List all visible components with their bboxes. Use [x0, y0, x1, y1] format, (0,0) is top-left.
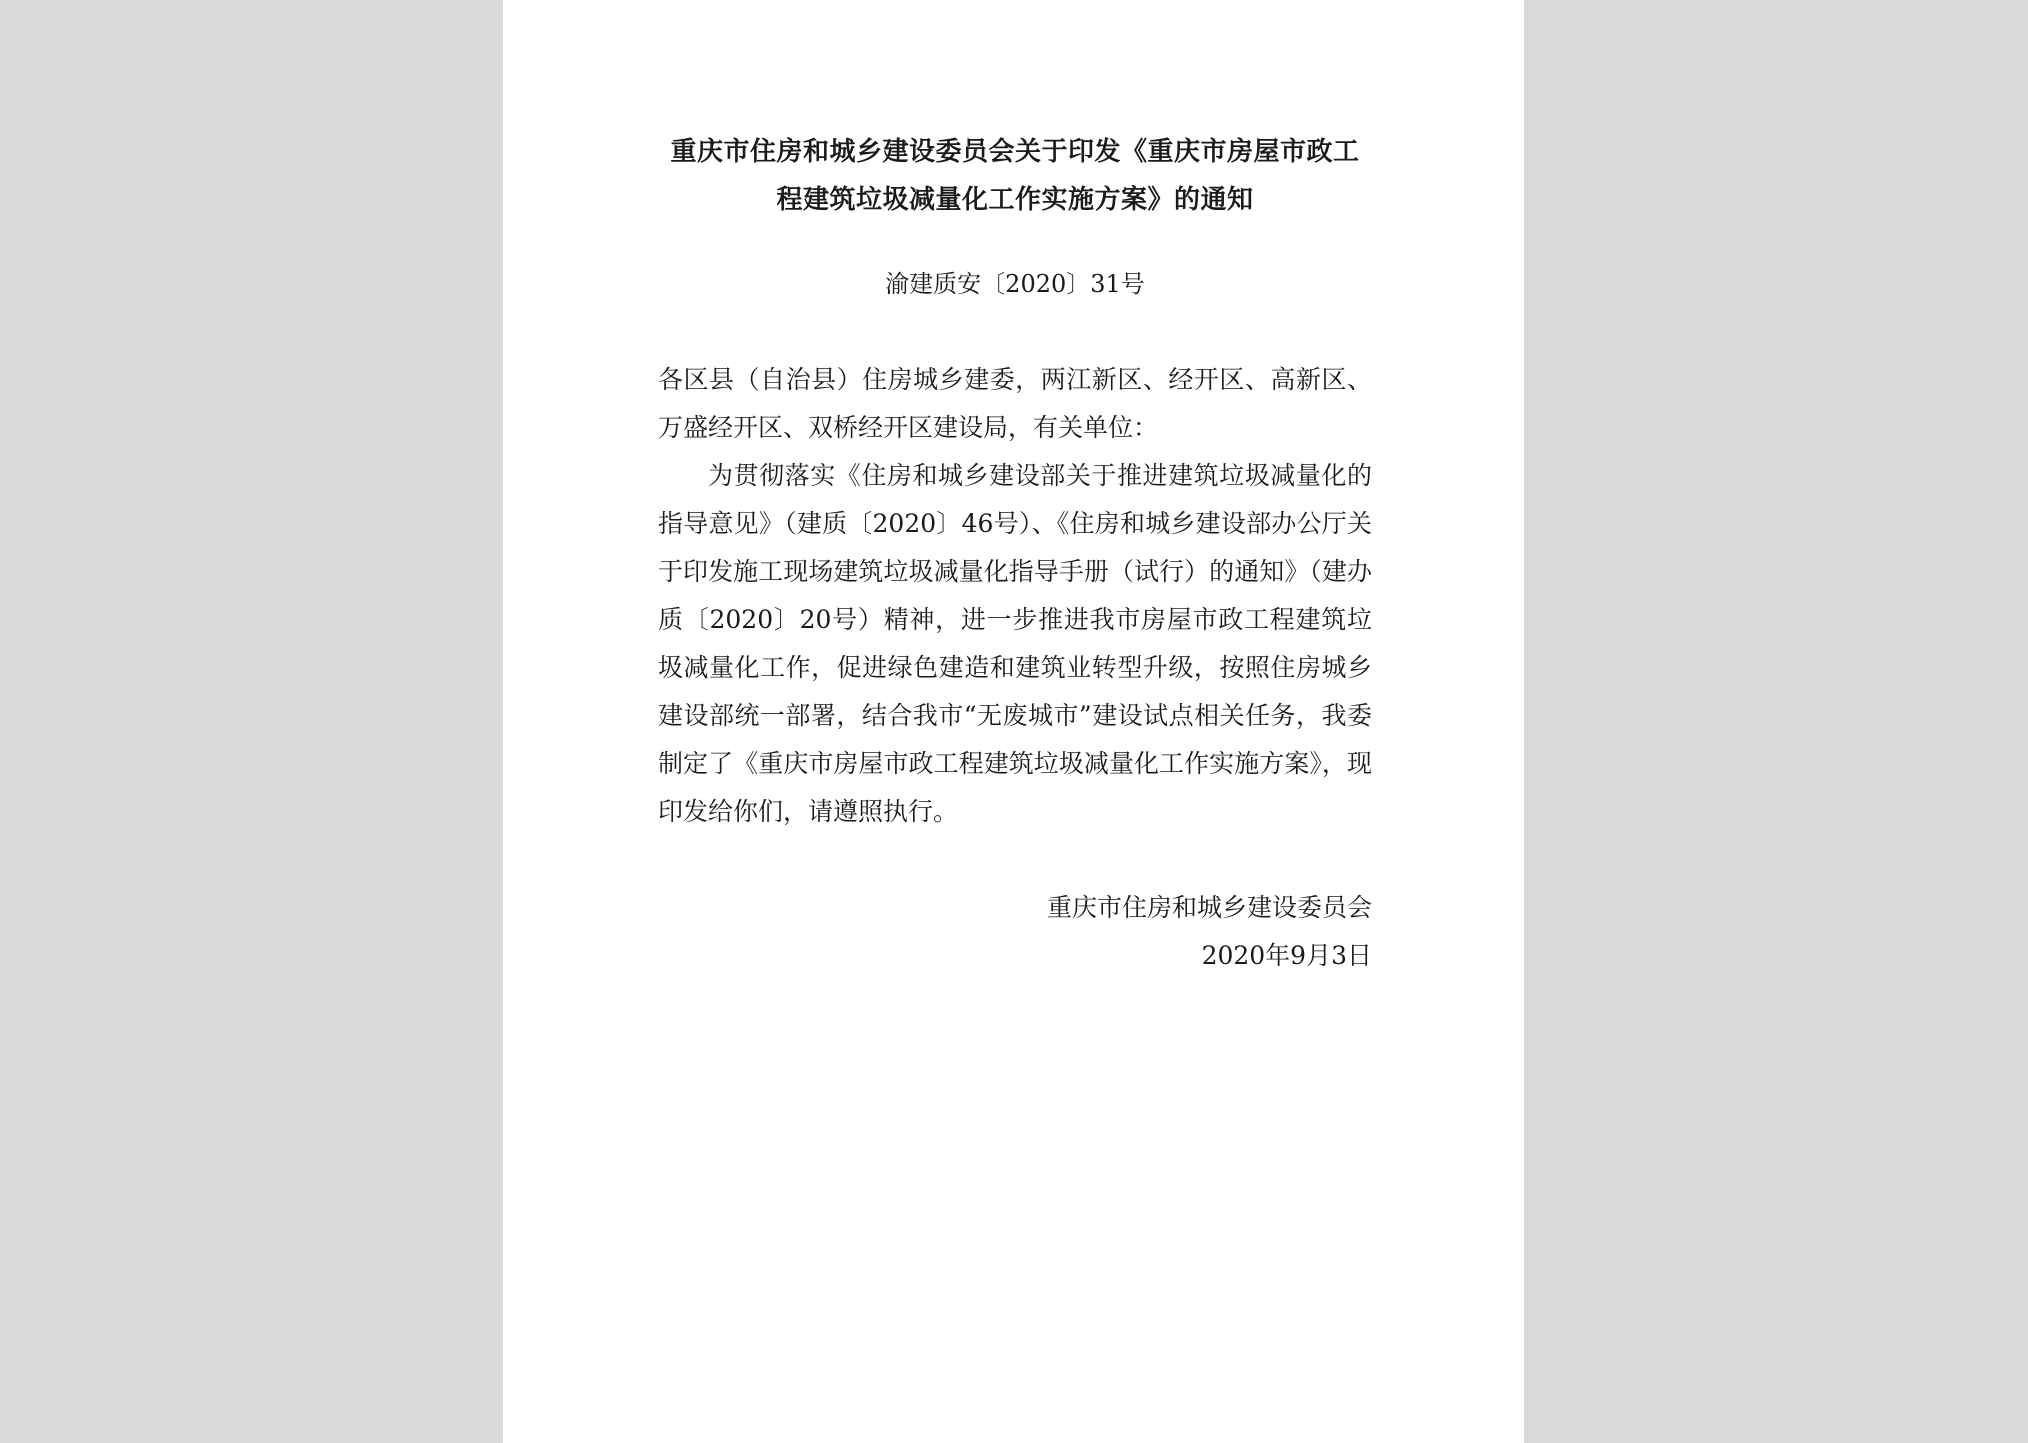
- document-page: [503, 0, 1524, 1443]
- signature-date: 2020年9月3日: [1201, 941, 1372, 970]
- signature-block: [658, 884, 1372, 980]
- page-content: [658, 128, 1372, 980]
- title-line-2: 程建筑垃圾减量化工作实施方案》的通知: [776, 185, 1254, 215]
- addressee-text: 各区县（自治县）住房城乡建委，两江新区、经开区、高新区、万盛经开区、双桥经开区建设局，有关单位：: [658, 365, 1372, 442]
- document-body: [658, 356, 1372, 836]
- document-number: 渝建质安〔2020〕31号: [885, 270, 1145, 298]
- signature-organization: 重庆市住房和城乡建设委员会: [1046, 893, 1372, 922]
- body-paragraph: 为贯彻落实《住房和城乡建设部关于推进建筑垃圾减量化的指导意见》（建质〔2020〕46号）、《住房和城乡建设部办公厅关于印发施工现场建筑垃圾减量化指导手册（试行）的通知》（建办质〔2020〕20号）精神，进一步推进我市房屋市政工程建筑垃圾减量化工作，促进绿色建造和建筑业转型升级，按照住房城乡建设部统一部署，结合我市“无废城市”建设试点相关任务，我委制定了《重庆市房屋市政工程建筑垃圾减量化工作实施方案》，现印发给你们，请遵照执行。: [658, 461, 1372, 826]
- document-title: [658, 128, 1372, 224]
- title-line-1: 重庆市住房和城乡建设委员会关于印发《重庆市房屋市政工: [670, 137, 1360, 167]
